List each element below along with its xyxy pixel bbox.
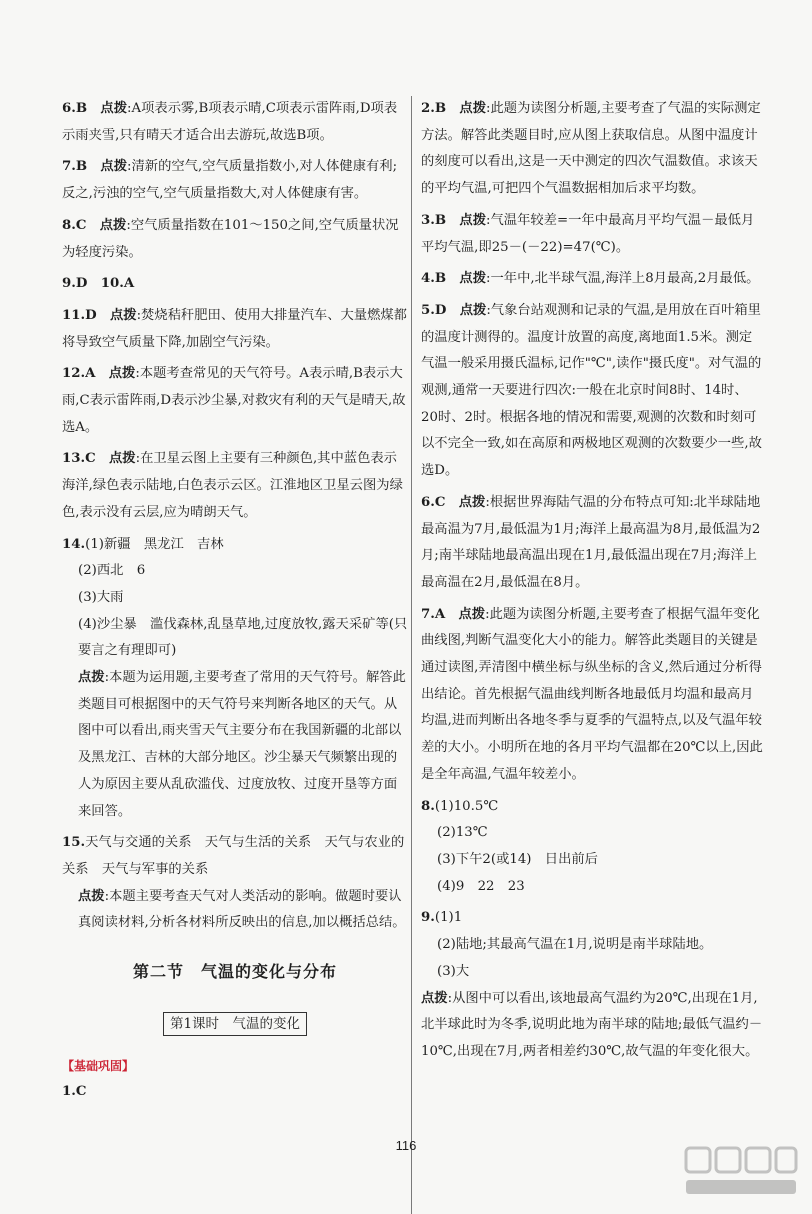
answer-line: (1)10.5℃	[434, 798, 499, 814]
answer-line: (3)大	[437, 963, 470, 979]
answer-number: 2.B	[421, 101, 447, 116]
left-column	[62, 96, 408, 1110]
answer-line: (3)大雨	[78, 589, 124, 605]
answer-entry	[62, 96, 408, 149]
answer-number: 9.D 10.A	[62, 276, 135, 292]
answer-entry	[421, 96, 763, 203]
tip-text: :气象台站观测和记录的气温,是用放在百叶箱里的温度计测得的。温度计放置的高度,离地面1.5米。测定气温一般采用摄氏温标,记作"℃",读作"摄氏度"。对气温的观测,通常一天要进行四次:一般在北京时间8时、14时、20时、2时。根据各地的情况和需要,观测的次数和时刻可以不完全一致,如在高原和两极地区观测的次数要少一些,故选D。	[421, 302, 762, 479]
tip-label: 点拨	[458, 494, 486, 510]
tip-text: :从图中可以看出,该地最高气温约为20℃,出现在1月,北半球此时为冬季,说明此地为南半球的陆地;最低气温约－10℃,出现在7月,两者相差约30℃,故气温的年变化很大。	[421, 990, 763, 1059]
answer-8	[421, 794, 763, 901]
tip-label: 点拨	[459, 101, 487, 116]
tip-text: :本题为运用题,主要考查了常用的天气符号。解答此类题目可根据图中的天气符号来判断各地区的天气。从图中可以看出,雨夹雪天气主要分布在我国新疆的北部以及黑龙江、吉林的大部分地区。沙尘暴天气频繁出现的人为原因主要从乱砍滥伐、过度放牧、过度开垦等方面来回答。	[78, 670, 406, 819]
answer-entry	[421, 298, 763, 485]
column-divider	[411, 96, 412, 1214]
tip-label: 点拨	[108, 366, 136, 382]
tip-label: 点拨	[109, 307, 137, 323]
answer-number: 5.D	[421, 302, 447, 318]
answer-number: 11.D	[62, 307, 97, 323]
answer-entry	[421, 208, 763, 261]
tip-text: :空气质量指数在101～150之间,空气质量状况为轻度污染。	[62, 217, 399, 260]
tip-label: 点拨	[459, 271, 487, 287]
tip-text: :清新的空气,空气质量指数小,对人体健康有利;反之,污浊的空气,空气质量指数大,对人体健康有害。	[62, 159, 398, 202]
answer-number: 4.B	[421, 271, 447, 287]
tip-label: 点拨	[78, 888, 105, 904]
watermark-logo	[682, 1142, 800, 1200]
answer-entry	[421, 602, 763, 789]
answer-14	[62, 532, 408, 826]
answer-entry	[62, 154, 408, 207]
right-column	[421, 96, 763, 1071]
answer-entry	[62, 446, 408, 526]
answer-entry	[62, 361, 408, 441]
tip-text: :气温年较差=一年中最高月平均气温－最低月平均气温,即25－(－22)=47(℃)。	[421, 212, 755, 255]
answer-9	[421, 905, 763, 1065]
tip-label: 点拨	[99, 217, 127, 233]
answer-number: 7.A	[421, 606, 446, 622]
answer-number: 14.	[62, 536, 86, 552]
section-heading: 第二节 气温的变化与分布	[132, 962, 337, 982]
answer-number: 1.C	[62, 1083, 87, 1099]
answer-number: 13.C	[62, 451, 96, 467]
tip-text: :此题为读图分析题,主要考查了气温的实际测定方法。解答此类题目时,应从图上获取信息。从图中温度计的刻度可以看出,这是一天中测定的四次气温数值。求该天的平均气温,可把四个气温数据相加后求平均数。	[421, 101, 761, 197]
corner-label: 【基础巩固】	[62, 1058, 135, 1073]
tip-text: :根据世界海陆气温的分布特点可知:北半球陆地最高温为7月,最低温为1月;海洋上最高温为8月,最低温为2月;南半球陆地最高温出现在1月,最低温出现在7月;海洋上最高温在2月,最低温在8月。	[421, 494, 761, 590]
answer-line: (1)1	[434, 910, 463, 926]
tip-text: :在卫星云图上主要有三种颜色,其中蓝色表示海洋,绿色表示陆地,白色表示云区。江淮地区卫星云图为绿色,表示没有云层,应为晴朗天气。	[62, 451, 403, 520]
answer-number: 3.B	[421, 212, 447, 228]
answer-number: 8.	[421, 798, 435, 814]
answer-line: (4)沙尘暴 滥伐森林,乱垦草地,过度放牧,露天采矿等(只要言之有理即可)	[78, 616, 408, 659]
answer-line: (1)新疆 黑龙江 吉林	[85, 536, 224, 552]
answer-entry	[421, 490, 763, 597]
tip-text: :本题考查常见的天气符号。A表示晴,B表示大雨,C表示雷阵雨,D表示沙尘暴,对救灾有利的天气是晴天,故选A。	[62, 366, 406, 435]
answer-line: (2)陆地;其最高气温在1月,说明是南半球陆地。	[437, 937, 713, 953]
tip-label: 点拨	[100, 159, 128, 175]
tip-text: :焚烧秸秆肥田、使用大排量汽车、大量燃煤都将导致空气质量下降,加剧空气污染。	[62, 307, 407, 350]
lesson-title-wrap	[62, 1012, 408, 1039]
answer-entry	[62, 271, 408, 298]
tip-label: 点拨	[459, 302, 487, 318]
tip-label: 点拨	[78, 670, 105, 686]
answer-line: (2)西北 6	[78, 563, 146, 579]
tip-text: :A项表示雾,B项表示晴,C项表示雷阵雨,D项表示雨夹雪,只有晴天才适合出去游玩,故选B项。	[62, 101, 398, 143]
answer-line: (3)下午2(或14) 日出前后	[437, 851, 598, 867]
right-answer-list	[421, 96, 763, 789]
tip-label: 点拨	[100, 101, 128, 116]
tip-label: 点拨	[459, 212, 487, 228]
answer-number: 12.A	[62, 366, 96, 382]
answer-entry	[62, 303, 408, 356]
answer-number: 6.C	[421, 494, 446, 510]
tip-text: :此题为读图分析题,主要考查了根据气温年变化曲线图,判断气温变化大小的能力。解答此类题目的关键是通过读图,弄清图中横坐标与纵坐标的含义,然后通过分析得出结论。首先根据气温曲线判断各地最低月均温和最高月均温,进而判断出各地冬季与夏季的气温特点,以及气温年较差的大小。小明所在地的各月平均气温都在20℃以上,因此是全年高温,气温年较差小。	[421, 606, 763, 782]
tip-label: 点拨	[458, 606, 486, 622]
answer-number: 9.	[421, 910, 435, 926]
tip-label: 点拨	[109, 451, 136, 467]
answer-number: 7.B	[62, 159, 88, 175]
answer-text: 天气与交通的关系 天气与生活的关系 天气与农业的关系 天气与军事的关系	[62, 835, 405, 877]
answer-entry	[421, 266, 763, 293]
tip-label: 点拨	[421, 990, 448, 1006]
left-answer-list	[62, 96, 408, 527]
answer-number: 6.B	[62, 101, 88, 116]
lesson-title: 第1课时 气温的变化	[163, 1012, 307, 1036]
answer-15	[62, 830, 408, 937]
tip-text: :一年中,北半球气温,海洋上8月最高,2月最低。	[486, 271, 760, 287]
tip-text: :本题主要考查天气对人类活动的影响。做题时要认真阅读材料,分析各材料所反映出的信息,加以概括总结。	[78, 888, 406, 931]
answer-line: (4)9 22 23	[437, 878, 525, 894]
answer-number: 8.C	[62, 217, 87, 233]
answer-entry	[62, 213, 408, 266]
answer-line: (2)13℃	[437, 825, 488, 841]
answer-1	[62, 1079, 408, 1106]
page-number: 116	[395, 1138, 417, 1153]
answer-number: 15.	[62, 835, 86, 851]
